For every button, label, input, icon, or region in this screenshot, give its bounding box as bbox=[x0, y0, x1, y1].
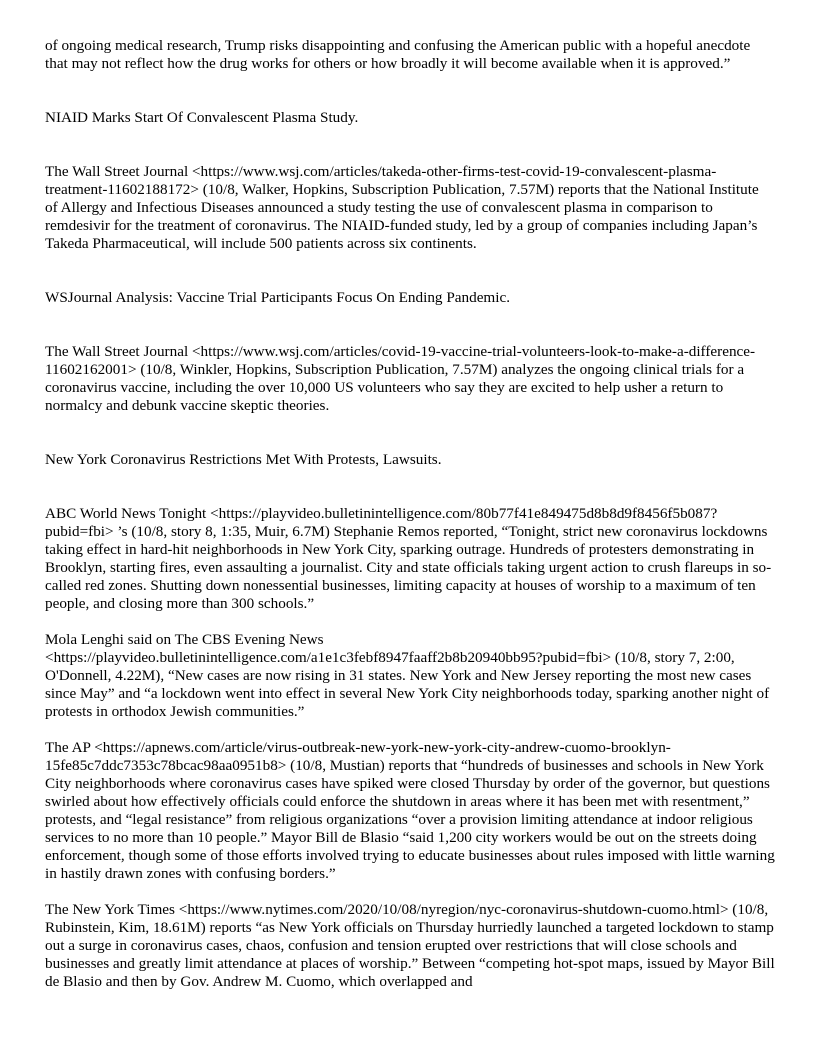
paragraph-gap bbox=[45, 469, 775, 505]
paragraph-gap bbox=[45, 721, 775, 739]
paragraph-cbs-news: Mola Lenghi said on The CBS Evening News <https://playvideo.bulletinintelligence.com/a1e1c3febf8947faaff2b8b20940bb95?pubid=fbi> (10/8, story 7, 2:00, O'Donnell, 4.22M), “New cases are now rising in 31 states. New York and New Jersey reporting the most new cases since May” and “a lockdown went into effect in several New York City neighborhoods today, sparking another night of protests in orthodox Jewish communities.” bbox=[45, 631, 770, 720]
paragraph-gap bbox=[45, 253, 775, 289]
headline-ny-restrictions: New York Coronavirus Restrictions Met With Protests, Lawsuits. bbox=[45, 451, 442, 468]
paragraph-trump-anecdote: of ongoing medical research, Trump risks disappointing and confusing the American public with a hopeful anecdote that may not reflect how the drug works for others or how broadly it will become available when it is approved.” bbox=[45, 37, 751, 72]
paragraph-wsj-vaccine: The Wall Street Journal <https://www.wsj.com/articles/covid-19-vaccine-trial-volunteers-look-to-make-a-difference-11602162001> (10/8, Winkler, Hopkins, Subscription Publication, 7.57M) analyzes the ongoing clinical trials for a coronavirus vaccine, including the over 10,000 US volunteers who say they are excited to help usher a return to normalcy and debunk vaccine skeptic theories. bbox=[45, 343, 756, 414]
paragraph-gap bbox=[45, 415, 775, 451]
paragraph-gap bbox=[45, 73, 775, 109]
headline-niaid-plasma: NIAID Marks Start Of Convalescent Plasma Study. bbox=[45, 109, 359, 126]
paragraph-abc-news: ABC World News Tonight <https://playvideo.bulletinintelligence.com/80b77f41e849475d8b8d9f8456f5b087?pubid=fbi> ’s (10/8, story 8, 1:35, Muir, 6.7M) Stephanie Remos reported, “Tonight, strict new coronavirus lockdowns taking effect in hard-hit neighborhoods in New York City, sparking outrage. Hundreds of protesters demonstrating in Brooklyn, starting fires, even assaulting a journalist. City and state officials taking urgent action to crush flareups in so-called red zones. Shutting down nonessential businesses, limiting capacity at houses of worship to a maximum of ten people, and closing more than 300 schools.” bbox=[45, 505, 772, 612]
paragraph-gap bbox=[45, 127, 775, 163]
paragraph-gap bbox=[45, 883, 775, 901]
paragraph-nyt: The New York Times <https://www.nytimes.com/2020/10/08/nyregion/nyc-coronavirus-shutdown-cuomo.html> (10/8, Rubinstein, Kim, 18.61M) reports “as New York officials on Thursday hurriedly launched a targeted lockdown to stamp out a surge in coronavirus cases, chaos, confusion and tension erupted over restrictions that will close schools and businesses and greatly limit attendance at places of worship.” Between “competing hot-spot maps, issued by Mayor Bill de Blasio and then by Gov. Andrew M. Cuomo, which overlapped and bbox=[45, 901, 775, 990]
document-page bbox=[45, 37, 775, 991]
paragraph-gap bbox=[45, 613, 775, 631]
headline-vaccine-trial: WSJournal Analysis: Vaccine Trial Participants Focus On Ending Pandemic. bbox=[45, 289, 511, 306]
paragraph-ap: The AP <https://apnews.com/article/virus-outbreak-new-york-new-york-city-andrew-cuomo-brooklyn-15fe85c7ddc7353c78bcac98aa0951b8> (10/8, Mustian) reports that “hundreds of businesses and schools in New York City neighborhoods where coronavirus cases have spiked were closed Thursday by order of the governor, but questions swirled about how effectively officials could enforce the shutdown in areas where it has been met with resentment,” protests, and “legal resistance” from religious organizations “over a provision limiting attendance at indoor religious services to no more than 10 people.” Mayor Bill de Blasio “said 1,200 city workers would be out on the streets doing enforcement, though some of those efforts involved trying to educate businesses about rules imposed with little warning in hastily drawn zones with confusing borders.” bbox=[45, 739, 775, 882]
paragraph-gap bbox=[45, 307, 775, 343]
paragraph-wsj-plasma: The Wall Street Journal <https://www.wsj.com/articles/takeda-other-firms-test-covid-19-convalescent-plasma-treatment-11602188172> (10/8, Walker, Hopkins, Subscription Publication, 7.57M) reports that the National Institute of Allergy and Infectious Diseases announced a study testing the use of convalescent plasma in comparison to remdesivir for the treatment of coronavirus. The NIAID-funded study, led by a group of companies including Japan’s Takeda Pharmaceutical, will include 500 patients across six continents. bbox=[45, 163, 759, 252]
